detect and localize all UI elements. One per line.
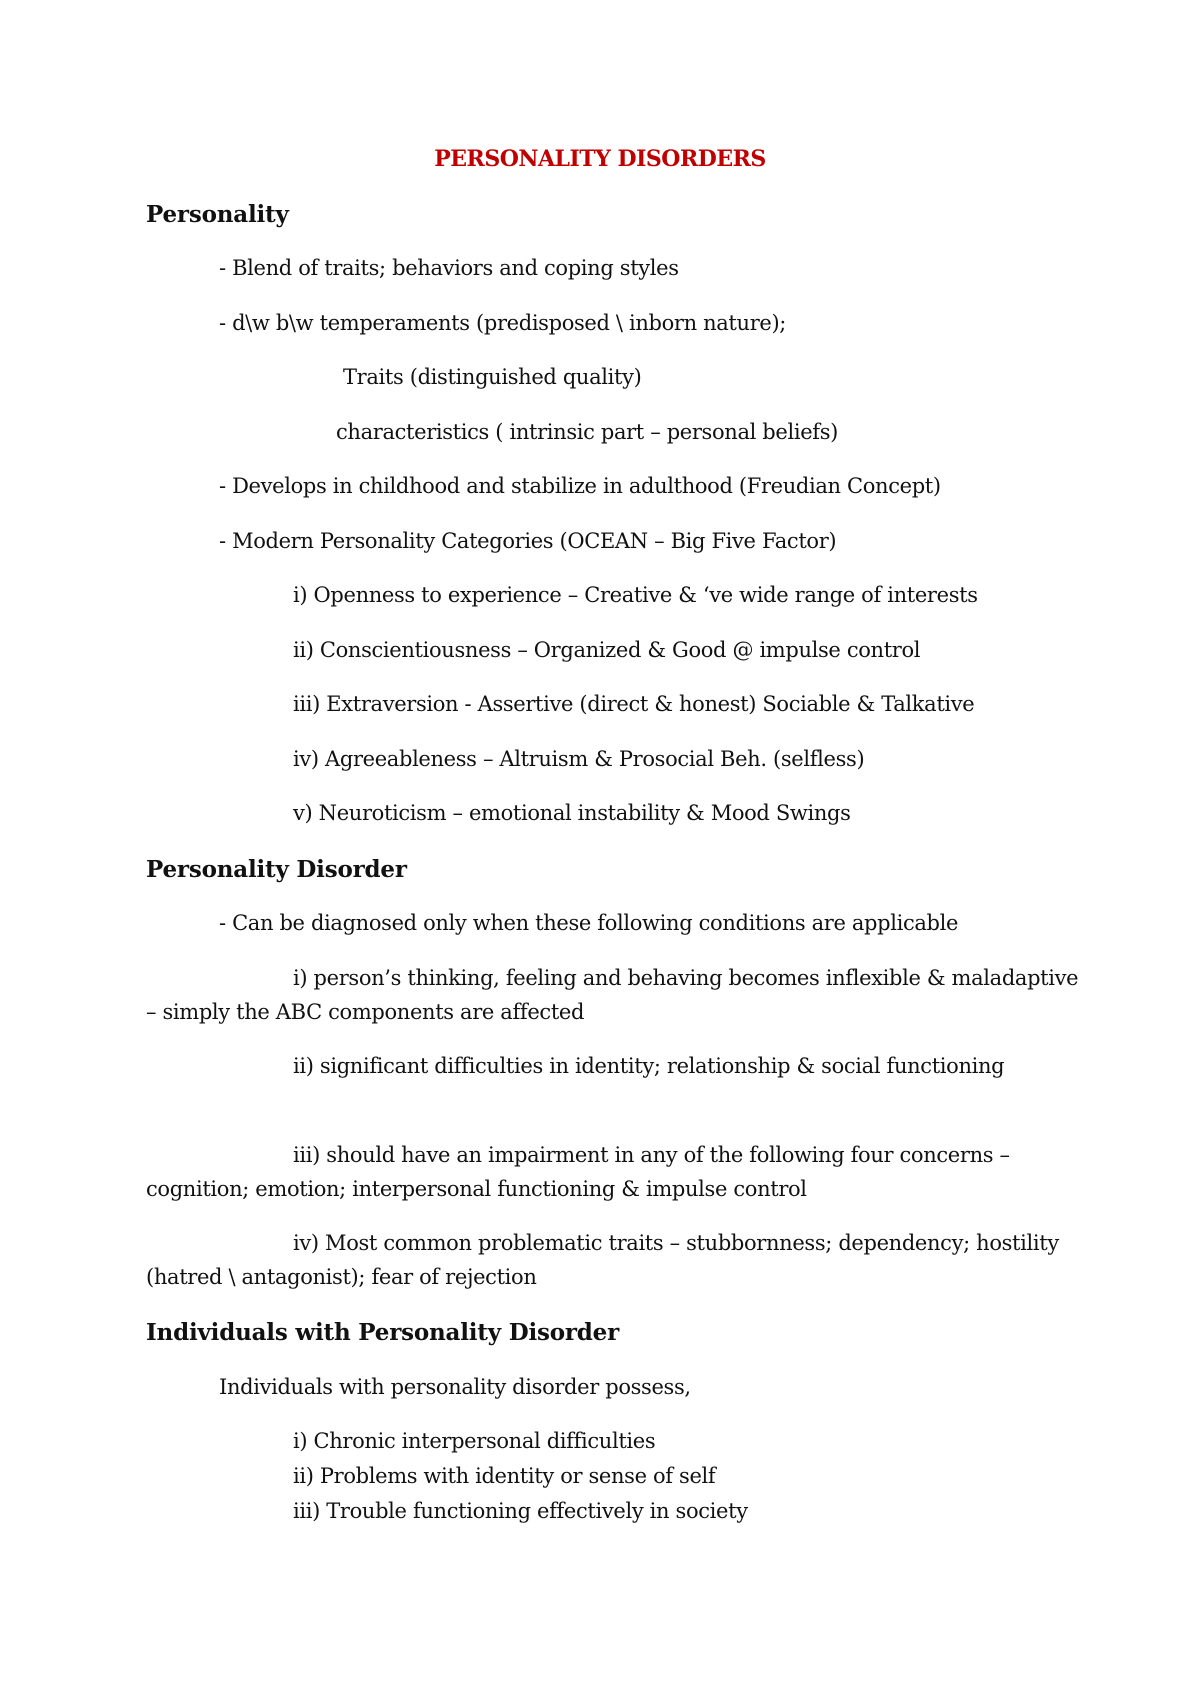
- section-intro: - Can be diagnosed only when these following conditions are applicable: [219, 911, 959, 935]
- ocean-item: i) Openness to experience – Creative & ‘ve wide range of interests: [293, 583, 978, 607]
- list-item: ii) Problems with identity or sense of self: [293, 1464, 716, 1488]
- bullet-item: - Develops in childhood and stabilize in adulthood (Freudian Concept): [219, 474, 941, 498]
- sub-item: Traits (distinguished quality): [343, 365, 642, 389]
- condition-item: iv) Most common problematic traits – stubbornness; dependency; hostility (hatred \ antagonist); fear of rejection: [146, 1231, 1059, 1289]
- heading-personality: Personality: [146, 201, 289, 228]
- ocean-item: iv) Agreeableness – Altruism & Prosocial Beh. (selfless): [293, 747, 865, 771]
- ocean-item: iii) Extraversion - Assertive (direct & honest) Sociable & Talkative: [293, 692, 975, 716]
- condition-item: i) person’s thinking, feeling and behaving becomes inflexible & maladaptive – simply the ABC components are affected: [146, 966, 1079, 1024]
- list-item: iii) Trouble functioning effectively in society: [293, 1499, 748, 1523]
- ocean-item: v) Neuroticism – emotional instability & Mood Swings: [293, 801, 851, 825]
- condition-item: iii) should have an impairment in any of the following four concerns – cognition; emotion; interpersonal functioning & impulse control: [146, 1143, 1010, 1201]
- bullet-item: - Modern Personality Categories (OCEAN – Big Five Factor): [219, 529, 837, 553]
- list-item: i) Chronic interpersonal difficulties: [293, 1429, 656, 1453]
- condition-item: ii) significant difficulties in identity; relationship & social functioning: [293, 1054, 1005, 1078]
- ocean-item: ii) Conscientiousness – Organized & Good @ impulse control: [293, 638, 921, 662]
- bullet-item: - d\w b\w temperaments (predisposed \ inborn nature);: [219, 311, 787, 335]
- bullet-item: - Blend of traits; behaviors and coping styles: [219, 256, 679, 280]
- sub-item: characteristics ( intrinsic part – personal beliefs): [336, 420, 838, 444]
- document-title: PERSONALITY DISORDERS: [434, 146, 766, 172]
- section-intro: Individuals with personality disorder possess,: [219, 1375, 691, 1399]
- heading-personality-disorder: Personality Disorder: [146, 856, 407, 883]
- heading-individuals-with-pd: Individuals with Personality Disorder: [146, 1319, 620, 1346]
